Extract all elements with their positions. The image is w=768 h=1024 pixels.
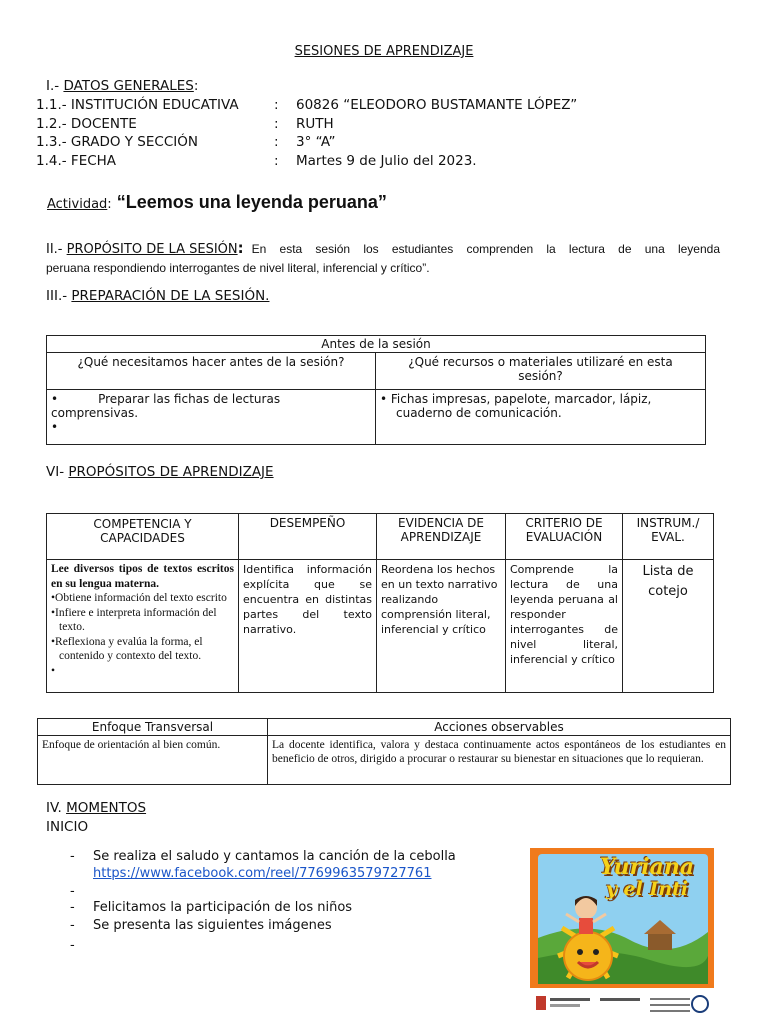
propositos-capacidad-2: Infiere e interpreta información del texto. (55, 606, 217, 633)
list-dash: - (70, 849, 75, 864)
propositos-prefix: VI- (46, 464, 69, 480)
preparacion-col2-item1-line2: cuaderno de comunicación. (396, 406, 562, 420)
enfoque-col1-header: Enfoque Transversal (38, 719, 268, 736)
propositos-table (46, 513, 714, 693)
propositos-capacidad-1: Obtiene información del texto escrito (55, 592, 227, 604)
bullet-icon: • (380, 392, 388, 406)
preparacion-heading-text: PREPARACIÓN DE LA SESIÓN. (71, 288, 270, 304)
propositos-header-evidencia: EVIDENCIA DE APRENDIZAJE (377, 514, 506, 560)
preparacion-col1-body (47, 390, 376, 445)
datos-heading (46, 78, 198, 94)
actividad-colon: : (107, 197, 112, 212)
bullet-icon: • (51, 392, 59, 406)
enfoque-col2-text: La docente identifica, valora y destaca continuamente actos espontáneos de los estudiantes en beneficio de otros, dirigido a procurar o restaurar su bienestar en situaciones que lo requieran. (268, 736, 731, 785)
momentos-inicio: INICIO (46, 819, 89, 835)
momentos-item-felicitamos: Felicitamos la participación de los niños (93, 900, 353, 915)
datos-colon: : (274, 97, 279, 113)
datos-value-institucion: 60826 “ELEODORO BUSTAMANTE LÓPEZ” (296, 97, 578, 113)
bullet-icon: • (51, 420, 59, 434)
proposito-prefix: II.- (46, 242, 67, 257)
preparacion-col2-body (376, 390, 706, 445)
book-cover-image (530, 848, 714, 1024)
enfoque-col2-header: Acciones observables (268, 719, 731, 736)
momentos-item-imagenes: Se presenta las siguientes imágenes (93, 918, 332, 933)
propositos-heading-text: PROPÓSITOS DE APRENDIZAJE (68, 464, 274, 480)
bullet-icon: • (51, 592, 56, 604)
datos-label-fecha: 1.4.- FECHA (36, 153, 117, 169)
preparacion-col2-header-line1: ¿Qué recursos o materiales utilizaré en esta (408, 355, 673, 369)
datos-label-institucion: 1.1.- INSTITUCIÓN EDUCATIVA (36, 97, 239, 113)
momentos-heading (46, 800, 146, 816)
propositos-header-criterio: CRITERIO DE EVALUACIÓN (506, 514, 623, 560)
actividad-title: “Leemos una leyenda peruana” (116, 192, 387, 212)
proposito-colon: : (237, 239, 244, 257)
list-dash: - (70, 918, 75, 933)
propositos-competencia: Lee diversos tipos de textos escritos en su lengua materna. (51, 563, 234, 590)
book-title (582, 856, 712, 900)
propositos-header-instrumento: INSTRUM./ EVAL. (623, 514, 714, 560)
propositos-instrumento: Lista de cotejo (623, 560, 714, 693)
list-dash: - (70, 938, 75, 953)
preparacion-col2-header (376, 353, 706, 390)
datos-value-docente: RUTH (296, 116, 334, 132)
preparacion-table (46, 335, 706, 445)
enfoque-table (37, 718, 731, 785)
propositos-capacidad-3: Reflexiona y evalúa la forma, el contenido y contexto del texto. (55, 635, 203, 662)
bullet-icon: • (51, 635, 56, 648)
momentos-item-saludo: Se realiza el saludo y cantamos la canción de la cebolla (93, 849, 456, 864)
datos-value-fecha: Martes 9 de Julio del 2023. (296, 153, 477, 169)
datos-colon: : (274, 116, 279, 132)
propositos-header-desempeno: DESEMPEÑO (239, 514, 377, 560)
list-dash: - (70, 884, 75, 899)
propositos-header-competencia: COMPETENCIA Y CAPACIDADES (47, 514, 239, 560)
proposito-heading: PROPÓSITO DE LA SESIÓN (66, 242, 238, 257)
momentos-heading-text: MOMENTOS (66, 800, 147, 816)
preparacion-col2-item1-line1: Fichas impresas, papelote, marcador, lápiz, (390, 392, 652, 406)
datos-value-grado: 3° “A” (296, 134, 336, 150)
bullet-icon: • (51, 664, 56, 677)
preparacion-col1-header: ¿Qué necesitamos hacer antes de la sesión? (47, 353, 376, 390)
preparacion-table-title: Antes de la sesión (47, 336, 706, 353)
datos-label-grado: 1.3.- GRADO Y SECCIÓN (36, 134, 198, 150)
proposito-section (46, 238, 720, 275)
bullet-icon: • (51, 606, 56, 619)
book-title-line2: y el Inti (605, 878, 689, 900)
preparacion-col2-header-line2: sesión? (518, 369, 563, 383)
preparacion-col1-item1-line1: Preparar las fichas de lecturas (98, 392, 281, 406)
actividad-label: Actividad (47, 197, 108, 212)
datos-label-docente: 1.2.- DOCENTE (36, 116, 137, 132)
book-title-line1: Yuriana (599, 854, 695, 880)
propositos-evidencia: Reordena los hechos en un texto narrativo realizando comprensión literal, inferencial y crítico (377, 560, 506, 693)
propositos-competencia-cell (47, 560, 239, 693)
proposito-text-line1: En esta sesión los estudiantes comprenden la lectura de una leyenda (251, 242, 720, 256)
propositos-desempeno: Identifica información explícita que se encuentra en distintas partes del texto narrativo. (239, 560, 377, 693)
actividad-line (47, 192, 387, 213)
datos-colon: : (274, 134, 279, 150)
momentos-prefix: IV. (46, 800, 67, 816)
enfoque-col1-text: Enfoque de orientación al bien común. (38, 736, 268, 785)
document-title: SESIONES DE APRENDIZAJE (294, 44, 474, 59)
propositos-criterio: Comprende la lectura de una leyenda peruana al responder interrogantes de nivel literal, inferencial y crítico (506, 560, 623, 693)
datos-heading-text: DATOS GENERALES (63, 78, 194, 94)
datos-heading-suffix: : (193, 78, 199, 94)
proposito-text-line2: peruana respondiendo interrogantes de nivel literal, inferencial y crítico”. (46, 261, 430, 275)
datos-heading-prefix: I.- (46, 78, 64, 94)
facebook-reel-link[interactable]: https://www.facebook.com/reel/7769963579727761 (93, 866, 432, 881)
preparacion-col1-item1-line2: comprensivas. (51, 406, 139, 420)
list-dash: - (70, 900, 75, 915)
propositos-heading (46, 464, 274, 480)
preparacion-prefix: III.- (46, 288, 72, 304)
datos-colon: : (274, 153, 279, 169)
preparacion-heading (46, 288, 269, 304)
